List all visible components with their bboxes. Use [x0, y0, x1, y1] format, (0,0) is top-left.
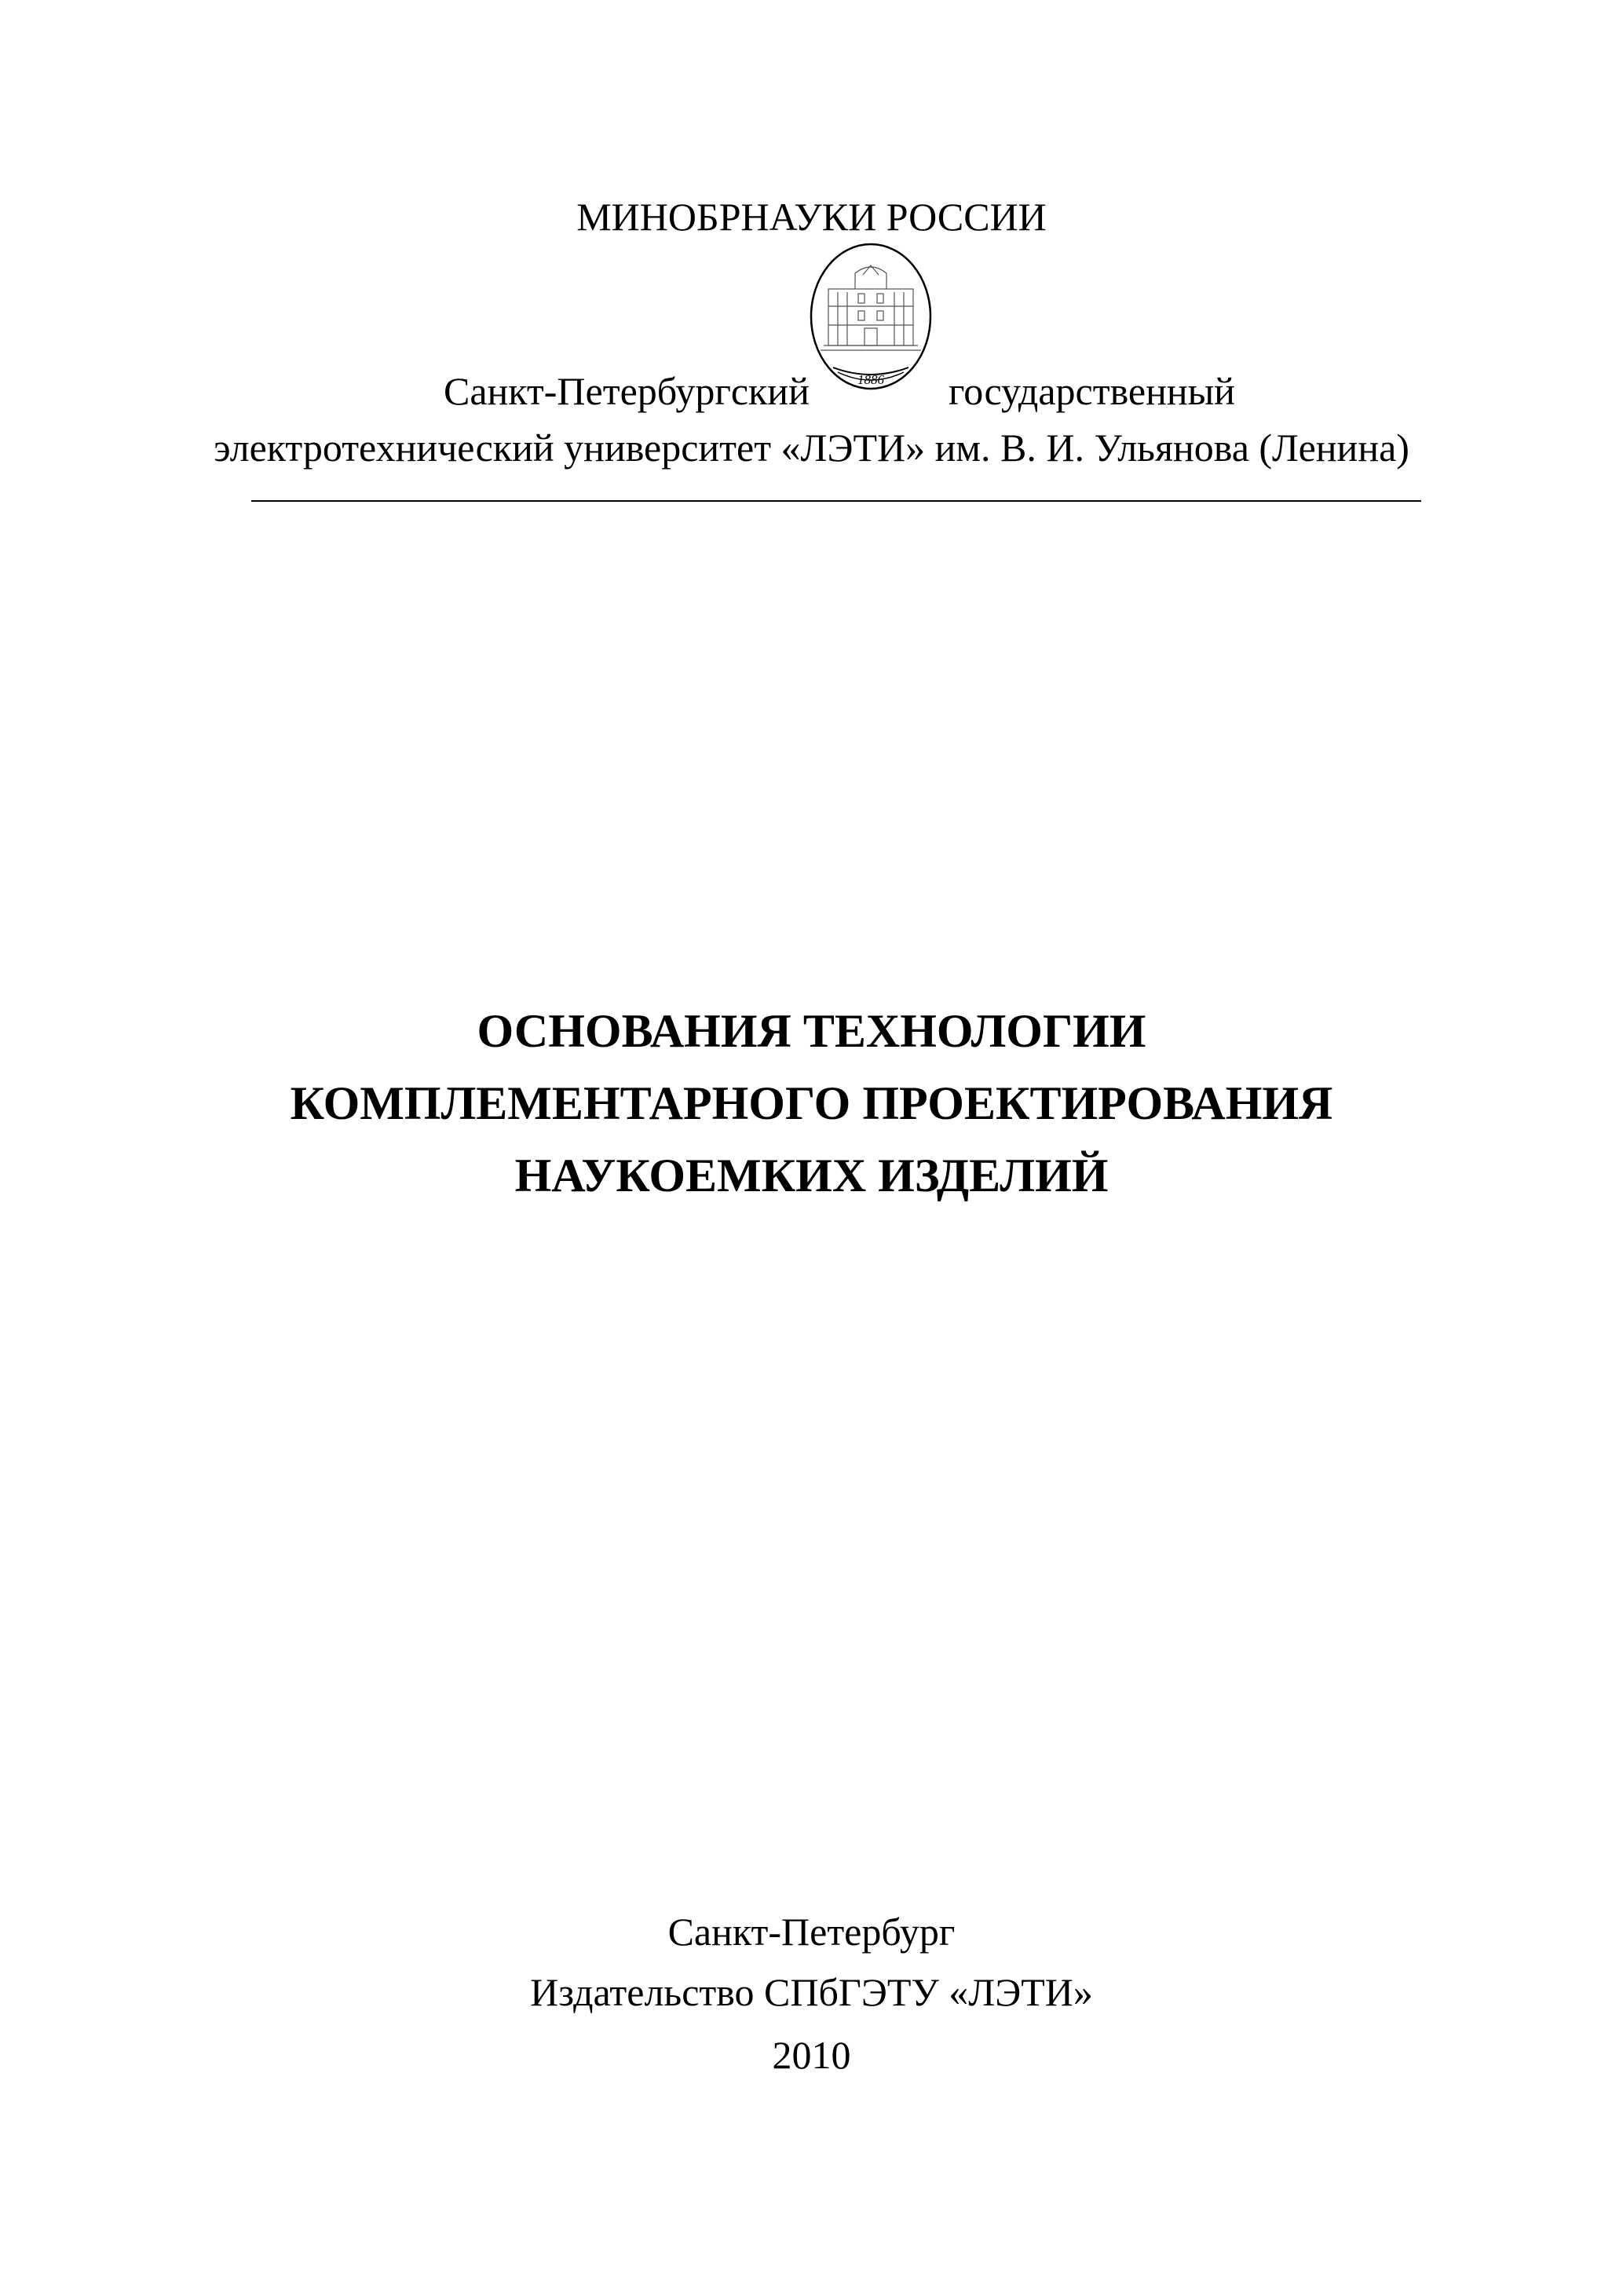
publisher-name: Издательство СПбГЭТУ «ЛЭТИ» [530, 1970, 1093, 2014]
university-name-right: государственный [949, 369, 1235, 413]
document-title-line-1: ОСНОВАНИЯ ТЕХНОЛОГИИ [477, 1005, 1146, 1057]
document-title-line-3: НАУКОЕМКИХ ИЗДЕЛИЙ [514, 1150, 1109, 1201]
ministry-name: МИНОБРНАУКИ РОССИИ [576, 195, 1047, 239]
logo-year: 1886 [857, 372, 884, 387]
publication-city: Санкт-Петербург [667, 1910, 956, 1954]
university-name-left: Санкт-Петербургский [444, 369, 810, 413]
university-name-line-1 [0, 367, 1623, 415]
publication-year: 2010 [772, 2033, 851, 2077]
header-divider [251, 500, 1421, 502]
university-name-line-2: электротехнический университет «ЛЭТИ» им. В. И. Ульянова (Ленина) [214, 426, 1409, 470]
document-title-line-2: КОМПЛЕМЕНТАРНОГО ПРОЕКТИРОВАНИЯ [290, 1077, 1333, 1129]
